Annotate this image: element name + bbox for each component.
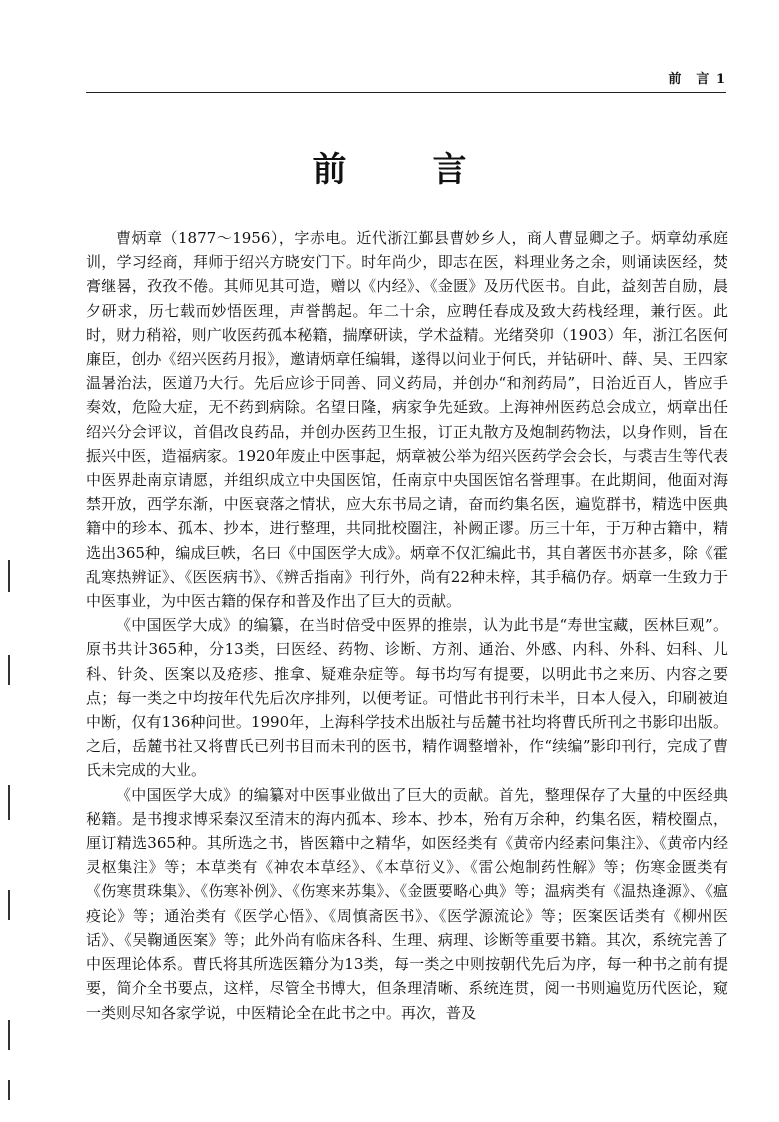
page-title: 前 言 bbox=[312, 150, 493, 190]
margin-mark bbox=[8, 1020, 10, 1050]
margin-mark bbox=[8, 655, 10, 685]
margin-mark bbox=[8, 560, 10, 592]
header-title-char-1: 前 bbox=[668, 72, 683, 87]
paragraph-2: 《中国医学大成》的编纂，在当时倍受中医界的推崇，认为此书是“寿世宝藏，医林巨观”。原书共计365种，分13类，曰医经、药物、诊断、方剂、通治、外感、内科、外科、妇科、儿科、针灸、医案以及疮疹、推拿、疑难杂症等。每书均写有提要，以明此书之来历、内容之要点；每一类之中均按年代先后次序排列，以便考证。可惜此书刊行未半，日本人侵入，印刷被迫中断，仅有136种问世。1990年，上海科学技术出版社与岳麓书社均将曹氏所刊之书影印出版。之后，岳麓书社又将曹氏已列书目而未刊的医书，精作调整增补，作“续编”影印刊行，完成了曹氏未完成的大业。 bbox=[86, 616, 728, 780]
paragraph-3: 《中国医学大成》的编纂对中医事业做出了巨大的贡献。首先，整理保存了大量的中医经典秘籍。是书搜求博采秦汉至清末的海内孤本、珍本、抄本，殆有万余种，约集名医，精校圈点，厘订精选365种。其所选之书，皆医籍中之精华，如医经类有《黄帝内经素问集注》、《黄帝内经灵枢集注》等；本草类有《神农本草经》、《本草衍义》、《雷公炮制药性解》等；伤寒金匮类有《伤寒贯珠集》、《伤寒补例》、《伤寒来苏集》、《金匮要略心典》等；温病类有《温热逢源》、《瘟疫论》等；通治类有《医学心悟》、《周慎斋医书》、《医学源流论》等；医案医话类有《柳州医话》、《吴鞠通医案》等；此外尚有临床各科、生理、病理、诊断等重要书籍。其次，系统完善了中医理论体系。曹氏将其所选医籍分为13类，每一类之中则按朝代先后为序，每一种书之前有提要，简介全书要点，这样，尽管全书博大，但条理清晰、系统连贯，阅一书则遍览历代医论，窥一类则尽知各家学说，中医精论全在此书之中。再次，普及 bbox=[86, 785, 728, 1022]
running-header-text bbox=[668, 68, 726, 87]
margin-mark bbox=[8, 1080, 10, 1100]
page-number: 1 bbox=[715, 72, 726, 87]
body-text bbox=[86, 226, 728, 1025]
header-title-char-2: 言 bbox=[696, 72, 711, 87]
margin-mark bbox=[8, 890, 10, 920]
running-header bbox=[86, 64, 726, 93]
scan-margin-marks bbox=[8, 560, 12, 1100]
paragraph-1: 曹炳章（1877～1956），字赤电。近代浙江鄞县曹妙乡人，商人曹显卿之子。炳章幼承庭训，学习经商，拜师于绍兴方晓安门下。时年尚少，即志在医，料理业务之余，则诵读医经，焚膏继晷，孜孜不倦。其师见其可造，赠以《内经》、《金匮》及历代医书。自此，益刻苦自励，晨夕研求，历七载而妙悟医理，声誉鹊起。年二十余，应聘任春成及致大药栈经理，兼行医。此时，财力稍裕，则广收医药孤本秘籍，揣摩研读，学术益精。光绪癸卯（1903）年，浙江名医何廉臣，创办《绍兴医药月报》，邀请炳章任编辑，遂得以问业于何氏，并钻研叶、薛、吴、王四家温暑治法，医道乃大行。先后应诊于同善、同义药局，并创办“和剂药局”，日治近百人，皆应手奏效，危险大症，无不药到病除。名望日隆，病家争先延致。上海神州医药总会成立，炳章出任绍兴分会评议，首倡改良药品，并创办医药卫生报，订正丸散方及炮制药物法，以身作则，旨在振兴中医，造福病家。1920年废止中医事起，炳章被公举为绍兴医药学会会长，与裘吉生等代表中医界赴南京请愿，并组织成立中央国医馆，任南京中央国医馆名誉理事。在此期间，他面对海禁开放，西学东渐，中医衰落之情状，应大东书局之请，奋而约集名医，遍览群书，精选中医典籍中的珍本、孤本、抄本，进行整理，共同批校圈注，补阙正谬。历三十年，于万种古籍中，精选出365种，编成巨帙，名曰《中国医学大成》。炳章不仅汇编此书，其自著医书亦甚多，除《霍乱寒热辨证》、《医医病书》、《辨舌指南》刊行外，尚有22种未梓，其手稿仍存。炳章一生致力于中医事业，为中医古籍的保存和普及作出了巨大的贡献。 bbox=[86, 229, 728, 611]
margin-mark bbox=[8, 785, 10, 820]
